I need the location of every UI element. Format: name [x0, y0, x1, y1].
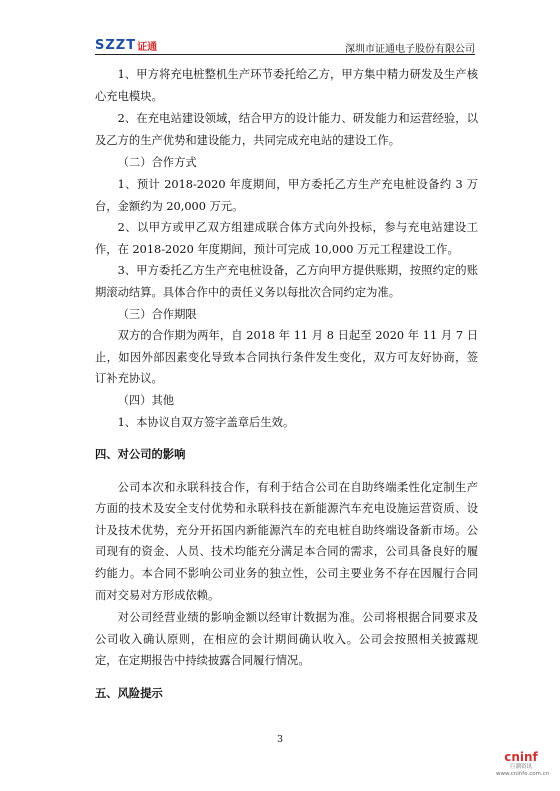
paragraph-term: 双方的合作期为两年，自 2018 年 11 月 8 日起至 2020 年 11 月 7 日止，如因外部因素变化导致本合同执行条件发生变化，双方可友好协商，签订补充协议。	[95, 329, 478, 386]
subheading-other: （四）其他	[117, 393, 175, 407]
subheading-cooperation-term: （三）合作期限	[117, 307, 197, 321]
paragraph-cooperation-2: 2、在充电站建设领域，结合甲方的设计能力、研发能力和运营经验，以及乙方的生产优势和建设能力，共同完成充电站的建设工作。	[95, 112, 478, 147]
paragraph-cooperation-1: 1、甲方将充电桩整机生产环节委托给乙方，甲方集中精力研发及生产核心充电模块。	[95, 68, 478, 103]
document-body	[95, 64, 478, 705]
section-heading-risk: 五、风险提示	[95, 687, 163, 701]
watermark-subtitle: 巨潮资讯	[509, 764, 532, 770]
page-header	[95, 34, 475, 56]
watermark-logo: cninf	[504, 750, 538, 764]
company-logo	[95, 38, 157, 52]
watermark-url: www.cninfo.com.cn	[496, 771, 550, 777]
paragraph-mode-2: 2、以甲方或甲乙双方组建成联合体方式向外投标，参与充电站建设工作，在 2018-2020 年度期间，预计可完成 10,000 万元工程建设工作。	[95, 221, 478, 256]
paragraph-mode-1: 1、预计 2018-2020 年度期间，甲方委托乙方生产充电桩设备约 3 万台，金额约为 20,000 万元。	[95, 177, 478, 213]
page-number: 3	[276, 734, 284, 745]
paragraph-impact-1: 公司本次和永联科技合作，有利于结合公司在自助终端柔性化定制生产方面的技术及安全支付优势和永联科技在新能源汽车充电设施运营资质、设计及技术优势，充分开拓国内新能源汽车的充电桩自助终端设备新市场。公司现有的资金、人员、技术均能充分满足本合同的需求，公司具备良好的履约能力。本合同不影响公司业务的独立性，公司主要业务不存在因履行合同而对交易对方形成依赖。	[95, 480, 478, 602]
header-divider	[95, 54, 475, 55]
subheading-cooperation-mode: （二）合作方式	[117, 156, 197, 170]
paragraph-other-1: 1、本协议自双方签字盖章后生效。	[117, 415, 295, 429]
company-name: 深圳市证通电子股份有限公司	[345, 44, 475, 55]
paragraph-mode-3: 3、甲方委托乙方生产充电桩设备，乙方向甲方提供账期，按照约定的账期滚动结算。具体合作中的责任义务以每批次合同约定为准。	[95, 264, 478, 299]
section-heading-impact: 四、对公司的影响	[95, 448, 186, 462]
logo-cn-text: 证通	[137, 41, 158, 53]
cninf-watermark	[496, 750, 550, 784]
paragraph-impact-2: 对公司经营业绩的影响金额以经审计数据为准。公司将根据合同要求及公司收入确认原则，在相应的会计期间确认收入。公司会按照相关披露规定，在定期报告中持续披露合同履行情况。	[95, 611, 478, 668]
logo-text: SZZT	[95, 37, 137, 53]
